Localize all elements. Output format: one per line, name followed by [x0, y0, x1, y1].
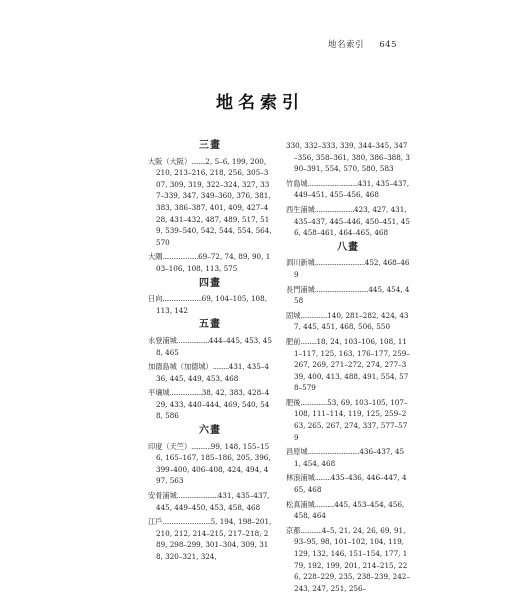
stroke-heading: 八畫 [337, 241, 359, 253]
index-entry [286, 310, 410, 333]
entry-leader-dots: ........... [314, 499, 335, 509]
index-entry [286, 446, 410, 469]
index-entry [286, 178, 410, 201]
entry-place-name: 竹島城 [286, 178, 308, 188]
entry-page-refs: 436–437, 451, 454, 468 [294, 447, 405, 468]
index-entry [286, 499, 410, 522]
entry-page-refs: 330, 332–333, 339, 344–345, 347–356, 358–361, 380, 386–388, 390–391, 554, 570, 580, 583 [286, 141, 410, 174]
entry-place-name: 加德島城（加德城） [148, 362, 213, 372]
entry-place-name: 安骨浦城 [148, 491, 177, 501]
index-entry [286, 257, 410, 280]
index-entry [148, 490, 272, 513]
entry-leader-dots: .................. [176, 335, 209, 345]
entry-place-name: 日向 [148, 294, 163, 304]
entry-page-refs: 5, 194, 198–201, 210, 212, 214–215, 217–218, 289, 298–299, 301–304, 309, 318, 320–321, 324, [156, 517, 272, 561]
entry-page-refs: 444–445, 453, 458, 465 [156, 335, 272, 357]
entry-place-name: 印度（天竺） [148, 441, 192, 451]
index-column-left [148, 137, 272, 566]
entry-leader-dots: ...................... [162, 294, 202, 304]
entry-page-refs: 423, 427, 431, 435–437, 445–446, 450–451, 456, 458–461, 464–465, 468 [294, 204, 410, 238]
entry-place-name: 長門浦城 [286, 284, 315, 294]
entry-place-name: 大隅 [148, 252, 163, 262]
entry-leader-dots: ............... [300, 397, 328, 407]
index-entry [148, 441, 272, 487]
index-entry [148, 361, 272, 384]
entry-place-name: 京都 [286, 525, 301, 535]
index-entry [286, 472, 410, 495]
entry-leader-dots: ............................ [314, 258, 365, 268]
entry-page-refs: 99, 148, 155–156, 165–167, 185–186, 205, 396, 399–400, 406–408, 424, 494, 497, 563 [156, 441, 271, 486]
entry-page-refs: 435–436, 446–447, 465, 468 [294, 473, 407, 495]
entry-page-refs: 69–72, 74, 89, 90, 103–106, 108, 113, 575 [156, 252, 271, 273]
header-section-title: 地名索引 [328, 40, 365, 50]
entry-place-name: 固城 [286, 310, 301, 320]
entry-place-name: 平壤城 [148, 388, 170, 398]
entry-page-refs: 445, 454, 458 [294, 284, 410, 306]
stroke-heading: 四畫 [199, 277, 221, 289]
stroke-heading: 五畫 [199, 319, 221, 331]
index-entry [148, 156, 272, 249]
index-entry [148, 293, 272, 316]
entry-page-refs: 452, 468–469 [294, 258, 410, 279]
entry-leader-dots: .............................. [314, 284, 369, 294]
entry-place-name: 林浪浦城 [286, 473, 315, 483]
entry-place-name: 大阪（大阪） [148, 156, 192, 166]
entry-leader-dots: ........................... [162, 517, 211, 527]
entry-leader-dots: ......... [314, 473, 331, 483]
entry-page-refs: 140, 281–282, 424, 437, 445, 451, 468, 506, 550 [294, 310, 409, 332]
entry-page-refs: 69, 104–105, 108, 113, 142 [156, 294, 267, 315]
entry-place-name: 永登浦城 [148, 335, 177, 345]
entry-leader-dots: ........... [191, 441, 211, 451]
entry-page-refs: 431, 435–437, 449–451, 455–456, 468 [294, 178, 410, 200]
entry-leader-dots: .................... [162, 252, 199, 262]
entry-place-name: 昌原城 [286, 447, 308, 457]
entry-page-refs: 18, 24, 103–106, 108, 111–117, 125, 163, 176–177, 259–267, 269, 271–272, 274, 277–339, 400, 413, 488, 491, 554, 578–579 [294, 336, 410, 393]
entry-page-refs: 431, 435–436, 445, 449, 453, 468 [156, 362, 269, 383]
index-entry [148, 335, 272, 358]
entry-leader-dots: ....................... [176, 491, 218, 501]
entry-page-refs: 4–5, 21, 24, 26, 69, 91, 93–95, 98, 101–102, 104, 119, 129, 132, 146, 151–154, 177, 179, 192, 199, 201, 214–215, 226, 228–229, 235, 238–239, 242–243, 247, 251, 256– [294, 525, 410, 593]
index-column-right [286, 140, 410, 597]
entry-leader-dots: ........ [191, 156, 206, 166]
index-entry [286, 397, 410, 443]
entry-place-name: 肥前 [286, 336, 301, 346]
entry-place-name: 泗川新城 [286, 258, 315, 268]
index-entry [286, 140, 410, 175]
entry-leader-dots: ...................... [314, 204, 355, 214]
entry-leader-dots: ............................ [307, 178, 358, 188]
entry-page-refs: 431, 435–437, 445, 449–450, 453, 458, 468 [156, 491, 270, 512]
entry-page-refs: 2, 5–6, 199, 200, 210, 213–216, 218, 256, 305–307, 309, 319, 322–324, 327, 337–339, 347, 349–360, 376, 381, 383, 386–387, 401, 409, 427–428, 431–432, 487, 489, 517, 519, 539–540, 542, 544, 554, 564, 570 [156, 156, 272, 247]
entry-page-refs: 38, 42, 383, 428–429, 433, 440–444, 469, 540, 548, 586 [156, 388, 270, 421]
entry-place-name: 西生浦城 [286, 204, 315, 214]
entry-leader-dots: .................. [169, 388, 202, 398]
entry-page-refs: 445, 453–454, 456, 458, 464 [294, 499, 405, 521]
entry-leader-dots: ............................. [307, 447, 360, 457]
entry-leader-dots: ............... [300, 310, 328, 320]
index-entry [148, 387, 272, 422]
index-entry [148, 516, 272, 562]
entry-leader-dots: ............ [300, 525, 322, 535]
entry-place-name: 肥後 [286, 397, 301, 407]
header-page-number: 645 [379, 40, 397, 50]
index-entry [286, 525, 410, 595]
index-entry [286, 336, 410, 394]
stroke-heading: 三畫 [199, 140, 221, 151]
index-entry [148, 251, 272, 274]
index-entry [286, 284, 410, 307]
entry-leader-dots: ......... [212, 362, 229, 372]
entry-leader-dots: ......... [300, 336, 317, 346]
entry-page-refs: 53, 69, 103–105, 107–108, 111–114, 119, 125, 259–263, 265, 267, 274, 337, 577–579 [294, 397, 408, 442]
running-header [328, 38, 397, 50]
entry-place-name: 松真浦城 [286, 499, 315, 509]
page-title: 地名索引 [216, 93, 304, 113]
stroke-heading: 六畫 [199, 425, 221, 437]
entry-place-name: 江戶 [148, 517, 163, 527]
index-entry [286, 204, 410, 239]
